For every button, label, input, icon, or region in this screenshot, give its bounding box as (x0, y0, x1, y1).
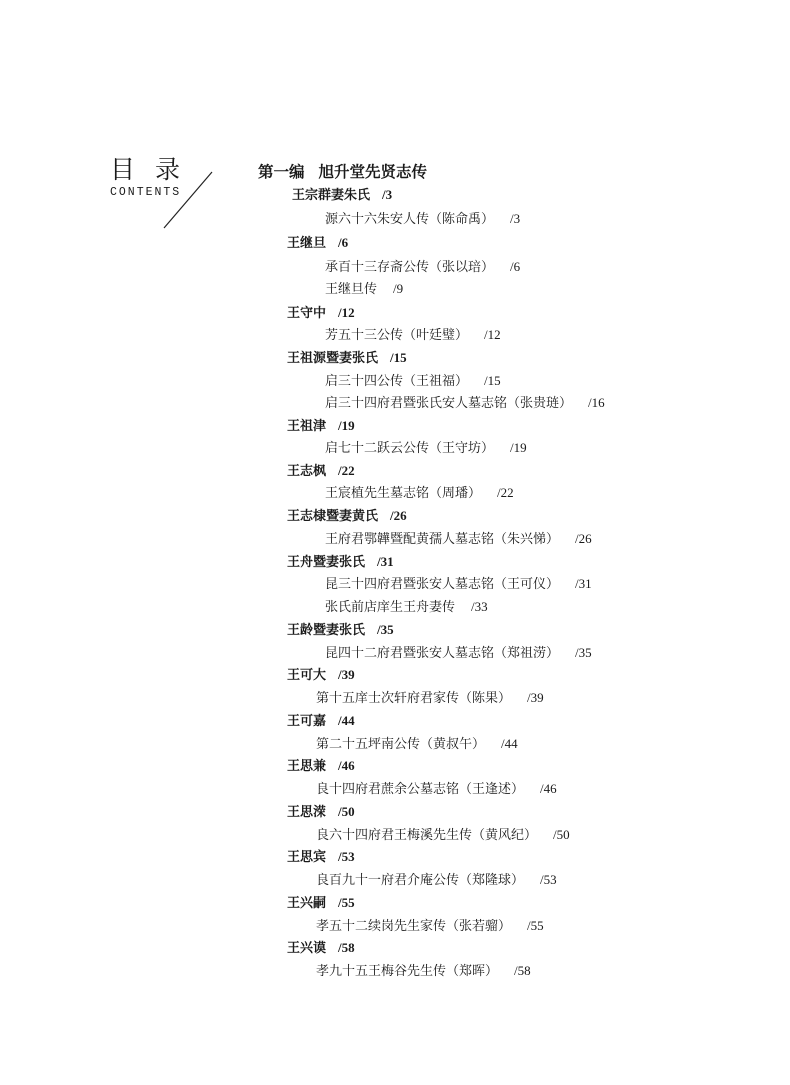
toc-subentry[interactable] (325, 529, 592, 550)
toc-subentry[interactable] (316, 825, 570, 846)
entry-title: 张氏前店庠生王舟妻传 (325, 600, 456, 615)
entry-page-number: /53 (338, 849, 355, 864)
toc-person-entry[interactable] (287, 711, 355, 732)
entry-page-number: /46 (540, 781, 557, 796)
toc-person-entry[interactable] (287, 620, 394, 641)
entry-page-number: /15 (390, 350, 407, 365)
entry-title: 源六十六朱安人传（陈命禹） (325, 212, 495, 227)
toc-subentry[interactable] (325, 279, 403, 300)
entry-page-number: /3 (510, 211, 521, 226)
entry-title: 良百九十一府君介庵公传（郑隆球） (316, 873, 525, 888)
toc-person-entry[interactable] (287, 552, 394, 573)
entry-title: 王守中 (287, 306, 327, 321)
entry-page-number: /9 (393, 281, 404, 296)
entry-title: 王舟暨妻张氏 (287, 555, 366, 570)
part-title (258, 160, 427, 182)
entry-page-number: /3 (382, 187, 393, 202)
toc-subentry[interactable] (325, 371, 501, 392)
toc-subheading: CONTENTS (110, 186, 182, 199)
entry-title: 王思溁 (287, 805, 327, 820)
part-label: 第一编 (258, 162, 305, 181)
entry-page-number: /22 (338, 463, 355, 478)
entry-title: 王志棣暨妻黄氏 (287, 509, 379, 524)
toc-person-entry[interactable] (292, 185, 392, 206)
entry-title: 良十四府君蔗余公墓志铭（王逢述） (316, 782, 525, 797)
entry-title: 启七十二跃云公传（王守坊） (325, 441, 495, 456)
toc-subentry[interactable] (316, 688, 544, 709)
entry-page-number: /31 (377, 554, 394, 569)
entry-title: 承百十三存斋公传（张以琣） (325, 260, 495, 275)
entry-page-number: /44 (501, 736, 518, 751)
entry-page-number: /35 (377, 622, 394, 637)
entry-page-number: /46 (338, 758, 355, 773)
entry-title: 昆三十四府君暨张安人墓志铭（王可仪） (325, 577, 560, 592)
toc-person-entry[interactable] (287, 233, 348, 254)
toc-subentry[interactable] (325, 209, 520, 230)
toc-person-entry[interactable] (287, 665, 355, 686)
entry-title: 王龄暨妻张氏 (287, 623, 366, 638)
entry-title: 孝九十五王梅谷先生传（郑晖） (316, 964, 499, 979)
toc-heading: 目录 (110, 155, 201, 184)
toc-subentry[interactable] (316, 916, 544, 937)
entry-page-number: /22 (497, 485, 514, 500)
toc-person-entry[interactable] (287, 938, 355, 959)
entry-page-number: /50 (338, 804, 355, 819)
toc-person-entry[interactable] (287, 847, 355, 868)
entry-page-number: /15 (484, 373, 501, 388)
entry-page-number: /19 (510, 440, 527, 455)
entry-page-number: /26 (390, 508, 407, 523)
entry-page-number: /26 (575, 531, 592, 546)
entry-title: 良六十四府君王梅溪先生传（黄风纪） (316, 828, 538, 843)
entry-title: 王继旦传 (325, 282, 378, 297)
toc-subentry[interactable] (325, 597, 488, 618)
entry-title: 王思兼 (287, 759, 327, 774)
entry-page-number: /33 (471, 599, 488, 614)
entry-page-number: /55 (338, 895, 355, 910)
entry-title: 王可嘉 (287, 714, 327, 729)
toc-person-entry[interactable] (287, 461, 355, 482)
toc-subentry[interactable] (325, 643, 592, 664)
toc-subentry[interactable] (325, 574, 592, 595)
entry-page-number: /19 (338, 418, 355, 433)
entry-title: 第二十五坪南公传（黄叔午） (316, 737, 486, 752)
toc-person-entry[interactable] (287, 348, 407, 369)
part-name: 旭升堂先贤志传 (318, 162, 428, 181)
entry-page-number: /12 (484, 327, 501, 342)
entry-title: 王志枫 (287, 464, 327, 479)
entry-title: 王府君鄂韡暨配黄孺人墓志铭（朱兴悌） (325, 532, 560, 547)
entry-page-number: /58 (338, 940, 355, 955)
entry-page-number: /55 (527, 918, 544, 933)
entry-page-number: /39 (527, 690, 544, 705)
entry-title: 启三十四府君暨张氏安人墓志铭（张贵琏） (325, 396, 573, 411)
entry-page-number: /58 (514, 963, 531, 978)
entry-title: 王兴谟 (287, 941, 327, 956)
entry-title: 启三十四公传（王祖福） (325, 374, 469, 389)
entry-page-number: /16 (588, 395, 605, 410)
entry-title: 王继旦 (287, 236, 327, 251)
entry-title: 第十五庠士次轩府君家传（陈果） (316, 691, 512, 706)
entry-title: 王宗群妻朱氏 (292, 188, 371, 203)
entry-page-number: /50 (553, 827, 570, 842)
entry-page-number: /31 (575, 576, 592, 591)
entry-page-number: /44 (338, 713, 355, 728)
toc-subentry[interactable] (316, 961, 531, 982)
toc-subentry[interactable] (325, 438, 527, 459)
entry-title: 孝五十二续岗先生家传（张若骝） (316, 919, 512, 934)
toc-person-entry[interactable] (287, 756, 355, 777)
entry-page-number: /39 (338, 667, 355, 682)
toc-person-entry[interactable] (287, 802, 355, 823)
toc-subentry[interactable] (325, 483, 514, 504)
entry-page-number: /35 (575, 645, 592, 660)
divider-slash (150, 170, 220, 230)
entry-title: 王思宾 (287, 850, 327, 865)
toc-subentry[interactable] (325, 325, 501, 346)
entry-title: 王兴嗣 (287, 896, 327, 911)
entry-title: 昆四十二府君暨张安人墓志铭（郑祖涝） (325, 646, 560, 661)
entry-page-number: /12 (338, 305, 355, 320)
toc-subentry[interactable] (325, 393, 605, 414)
toc-person-entry[interactable] (287, 893, 355, 914)
toc-subentry[interactable] (316, 870, 557, 891)
entry-title: 王宸植先生墓志铭（周璠） (325, 486, 482, 501)
toc-person-entry[interactable] (287, 303, 355, 324)
entry-title: 王祖源暨妻张氏 (287, 351, 379, 366)
toc-person-entry[interactable] (287, 416, 355, 437)
entry-page-number: /53 (540, 872, 557, 887)
entry-title: 王可大 (287, 668, 327, 683)
entry-page-number: /6 (338, 235, 349, 250)
entry-page-number: /6 (510, 259, 521, 274)
toc-subentry[interactable] (325, 257, 520, 278)
toc-subentry[interactable] (316, 779, 557, 800)
entry-title: 王祖津 (287, 419, 327, 434)
toc-person-entry[interactable] (287, 506, 407, 527)
entry-title: 芳五十三公传（叶廷璧） (325, 328, 469, 343)
toc-subentry[interactable] (316, 734, 518, 755)
